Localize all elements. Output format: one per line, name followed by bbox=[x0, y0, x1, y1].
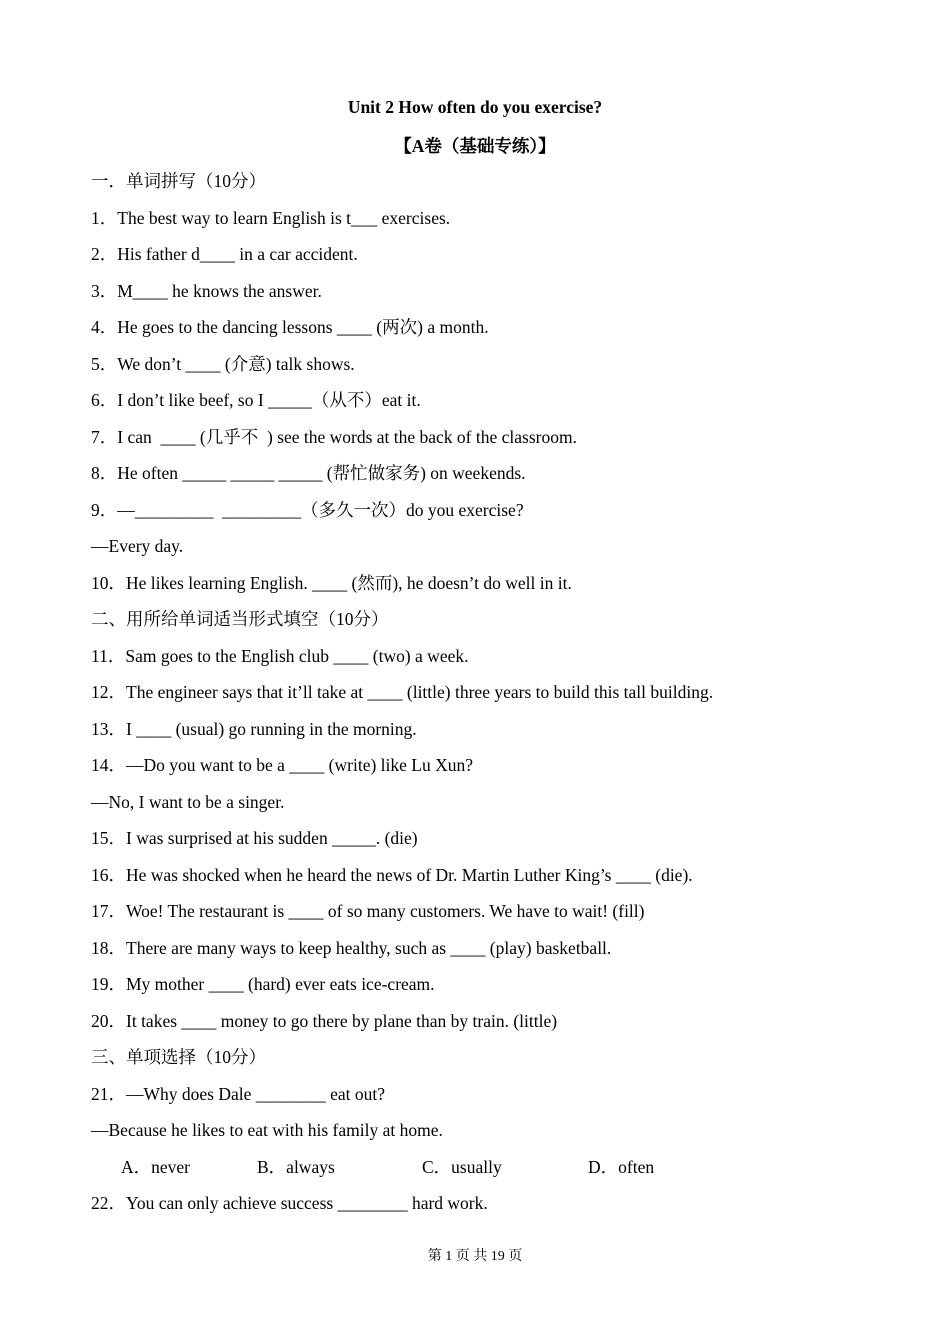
document-title: Unit 2 How often do you exercise? bbox=[347, 97, 603, 117]
question-line: 12．The engineer says that it’ll take at ____ (little) three years to build this tall building. bbox=[91, 682, 714, 702]
q21-options bbox=[91, 1156, 911, 1193]
question-line: 8．He often _____ _____ _____ (帮忙做家务) on weekends. bbox=[91, 463, 526, 483]
option-c: C．usually bbox=[422, 1156, 502, 1177]
exercise-content bbox=[91, 170, 911, 1229]
question-line: 16．He was shocked when he heard the news of Dr. Martin Luther King’s ____ (die). bbox=[91, 864, 693, 885]
question-line: 9．—_________ _________（多久一次）do you exercise? bbox=[91, 499, 524, 520]
question-line: 19．My mother ____ (hard) ever eats ice-cream. bbox=[91, 974, 435, 994]
page-footer: 第 1 页 共 19 页 bbox=[427, 1249, 523, 1264]
question-line: 22．You can only achieve success ________ hard work. bbox=[91, 1193, 488, 1213]
answer-line: —Every day. bbox=[91, 536, 184, 556]
question-line: 13．I ____ (usual) go running in the morning. bbox=[91, 718, 417, 739]
option-d: D．often bbox=[588, 1156, 655, 1177]
document-subtitle: 【A卷（基础专练）】 bbox=[394, 136, 556, 156]
question-line: 7．I can ____ (几乎不 ) see the words at the back of the classroom. bbox=[91, 426, 577, 447]
question-line: 11．Sam goes to the English club ____ (two) a week. bbox=[91, 645, 469, 666]
section-heading: 三、单项选择（10分） bbox=[91, 1047, 266, 1067]
question-line: 5．We don’t ____ (介意) talk shows. bbox=[91, 353, 355, 374]
question-line: 20．It takes ____ money to go there by plane than by train. (little) bbox=[91, 1010, 558, 1031]
question-line: 15．I was surprised at his sudden _____. (die) bbox=[91, 828, 418, 848]
section-heading: 二、用所给单词适当形式填空（10分） bbox=[91, 609, 389, 629]
question-line: 10．He likes learning English. ____ (然而), he doesn’t do well in it. bbox=[91, 572, 572, 593]
question-line: 17．Woe! The restaurant is ____ of so many customers. We have to wait! (fill) bbox=[91, 901, 645, 921]
question-line: 1．The best way to learn English is t___ exercises. bbox=[91, 207, 451, 228]
question-line: 14．—Do you want to be a ____ (write) like Lu Xun? bbox=[91, 755, 474, 775]
question-line: 18．There are many ways to keep healthy, such as ____ (play) basketball. bbox=[91, 937, 612, 958]
answer-line: —No, I want to be a singer. bbox=[91, 791, 285, 812]
question-line: 4．He goes to the dancing lessons ____ (两次) a month. bbox=[91, 317, 489, 337]
question-line: 3．M____ he knows the answer. bbox=[91, 280, 322, 301]
question-line: 6．I don’t like beef, so I _____（从不）eat it. bbox=[91, 390, 421, 410]
section-heading: 一．单词拼写（10分） bbox=[91, 171, 266, 191]
answer-line: —Because he likes to eat with his family at home. bbox=[91, 1120, 443, 1140]
question-line: 2．His father d____ in a car accident. bbox=[91, 244, 358, 264]
option-a: A．never bbox=[121, 1156, 191, 1177]
option-b: B．always bbox=[257, 1156, 335, 1177]
question-line: 21．—Why does Dale ________ eat out? bbox=[91, 1083, 386, 1104]
